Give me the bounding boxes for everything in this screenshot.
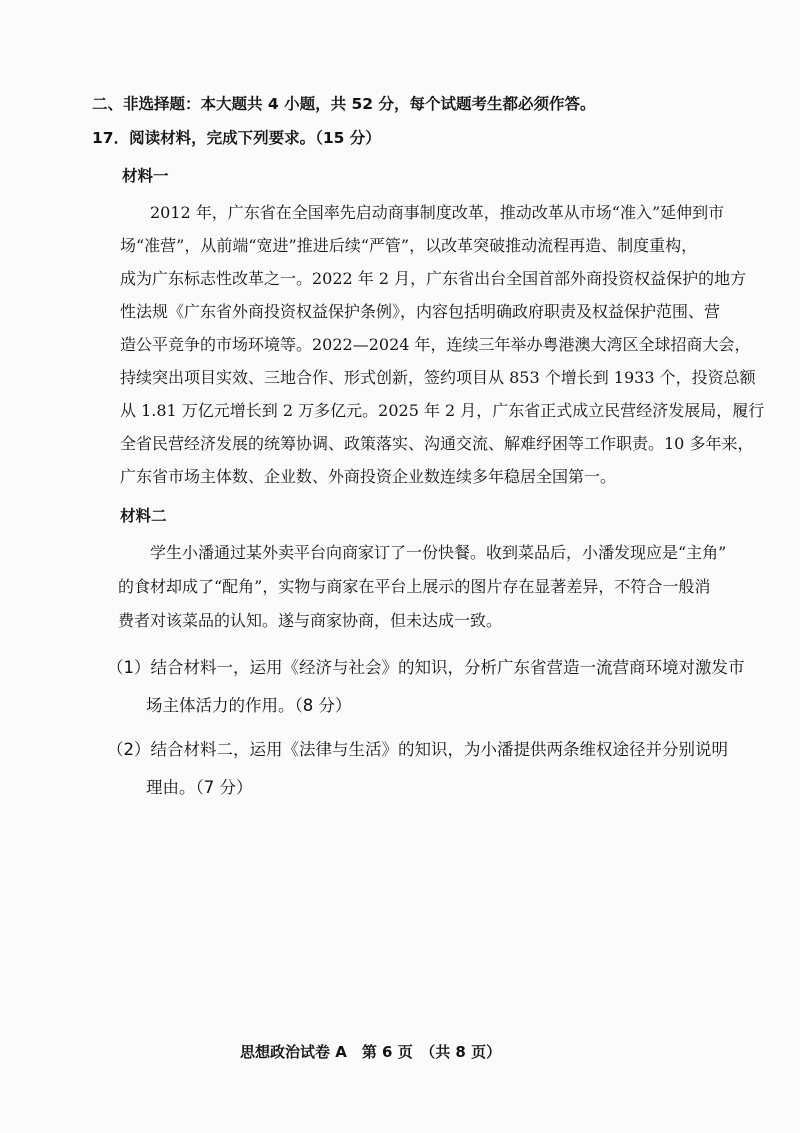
sub-question-1-line-1: （1）结合材料一，运用《经济与社会》的知识，分析广东省营造一流营商环境对激发市 [107, 658, 745, 677]
material-1-line: 造公平竞争的市场环境等。2022—2024 年，连续三年举办粤港澳大湾区全球招商大会， [120, 335, 751, 354]
material-1-line: 广东省市场主体数、企业数、外商投资企业数连续多年稳居全国第一。 [120, 467, 617, 486]
question-17-stem: 17．阅读材料，完成下列要求。（15 分） [92, 129, 381, 147]
material-2-title: 材料二 [120, 506, 167, 525]
material-1-line: 场“准营”，从前端“宽进”推进后续“严管”，以改革突破推动流程再造、制度重构， [120, 236, 698, 255]
material-2-line: 费者对该菜品的认知。遂与商家协商，但未达成一致。 [118, 611, 503, 630]
section-header: 二、非选择题：本大题共 4 小题，共 52 分，每个试题考生都必须作答。 [92, 95, 596, 113]
sub-question-1-line-2: 场主体活力的作用。（8 分） [146, 696, 352, 715]
sub-question-2-line-2: 理由。（7 分） [146, 778, 253, 797]
material-2-line: 学生小潘通过某外卖平台向商家订了一份快餐。收到菜品后，小潘发现应是“主角” [150, 543, 727, 562]
sub-question-2-line-1: （2）结合材料二，运用《法律与生活》的知识，为小潘提供两条维权途径并分别说明 [107, 740, 728, 759]
material-1-line: 持续突出项目实效、三地合作、形式创新，签约项目从 853 个增长到 1933 个，投资总额 [120, 368, 756, 387]
material-2-line: 的食材却成了“配角”，实物与商家在平台上展示的图片存在显著差异，不符合一般消 [118, 577, 711, 596]
material-1-line: 2012 年，广东省在全国率先启动商事制度改革，推动改革从市场“准入”延伸到市 [150, 203, 725, 222]
material-1-line: 从 1.81 万亿元增长到 2 万多亿元。2025 年 2 月，广东省正式成立民营经济发展局，履行 [120, 401, 765, 420]
material-1-line: 性法规《广东省外商投资权益保护条例》，内容包括明确政府职责及权益保护范围、营 [120, 302, 721, 321]
page-footer: 思想政治试卷 A 第 6 页 （共 8 页） [240, 1043, 502, 1061]
material-1-line: 全省民营经济发展的统筹协调、政策落实、沟通交流、解难纾困等工作职责。10 多年来， [120, 434, 754, 453]
material-1-line: 成为广东标志性改革之一。2022 年 2 月，广东省出台全国首部外商投资权益保护的地方 [120, 269, 747, 288]
material-1-title: 材料一 [122, 166, 169, 185]
